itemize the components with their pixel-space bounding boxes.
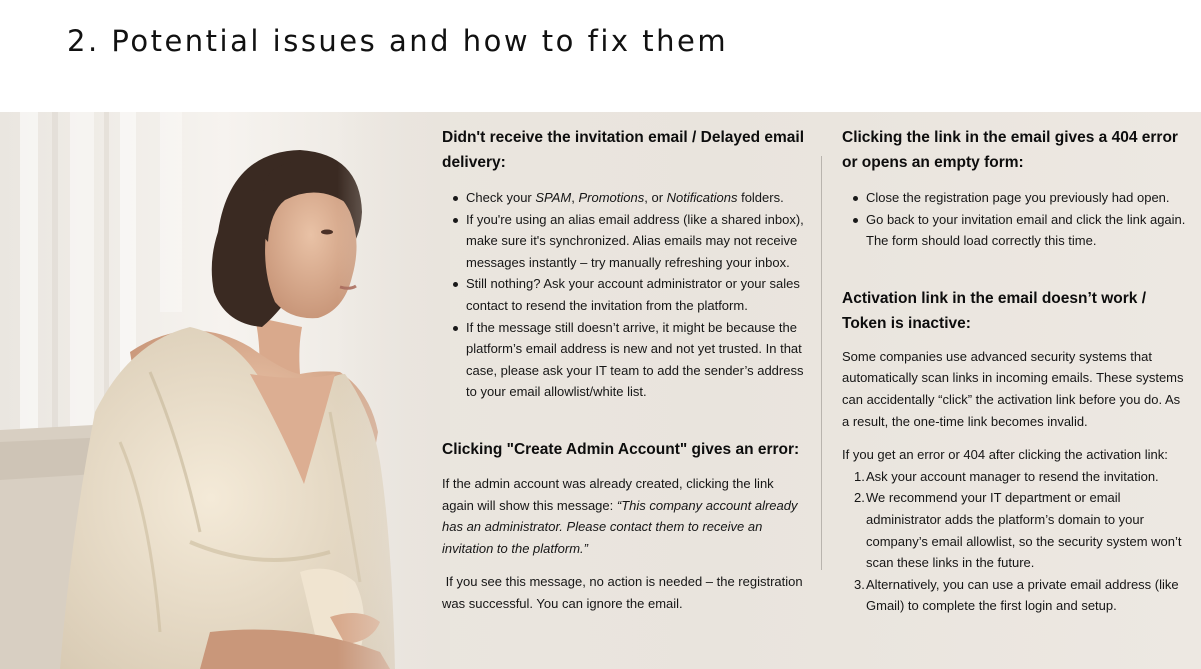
list-item [442,187,808,209]
list-item: If the message still doesn’t arrive, it might be because the platform’s email address is new and not yet trusted. In that case, please ask your IT team to add the sender’s address to your email allowlist/white list. [442,317,808,403]
link-404-list [842,187,1187,252]
activation-section [842,286,1187,617]
step-number: 3. [854,576,865,592]
list-item: Go back to your invitation email and click the link again. The form should load correctly this time. [842,209,1187,252]
right-column [842,112,1187,617]
link-404-section [842,112,1187,252]
step-text: Alternatively, you can use a private email address (like Gmail) to complete the first login and setup. [866,576,1179,614]
bullet-separator: , or [644,190,667,205]
notifications-folder-label: Notifications [666,190,738,205]
activation-heading: Activation link in the email doesn’t work / Token is inactive: [842,289,1147,332]
create-admin-heading: Clicking "Create Admin Account" gives an error: [442,440,800,458]
step-number: 2. [854,490,865,506]
invitation-heading: Didn't receive the invitation email / Delayed email delivery: [442,129,805,171]
woman-bathrobe-photo [0,112,450,669]
left-column [442,112,808,615]
list-item [842,574,1187,617]
bullet-separator: , [571,190,579,205]
create-admin-note: If you see this message, no action is needed – the registration was successful. You can ignore the email. [442,574,807,611]
column-divider [821,156,822,570]
list-item [842,487,1187,573]
bullet-text: folders. [737,190,784,205]
page-title: 2. Potential issues and how to fix them [67,24,729,58]
create-admin-section [442,437,808,615]
activation-steps-list [842,466,1187,617]
step-text: We recommend your IT department or email administrator adds the platform’s domain to your company’s email allowlist, so the security system won’t scan these links in the future. [866,490,1182,571]
list-item: If you're using an alias email address (like a shared inbox), make sure it's synchronized. Alias emails may not receive messages instantly – try manually refreshing your inbox. [442,209,808,274]
list-item [842,466,1187,488]
promotions-folder-label: Promotions [578,190,645,205]
content-panel [0,112,1201,669]
invitation-section [442,112,808,403]
bullet-text: Check your [466,190,536,205]
step-number: 1. [854,468,865,484]
list-item: Close the registration page you previously had open. [842,187,1187,209]
activation-paragraph: Some companies use advanced security systems that automatically scan links in incoming emails. These systems can accidentally “click” the activation link before you do. As a result, the one-time link becomes invalid. [842,348,1184,429]
list-item: Still nothing? Ask your account administrator or your sales contact to resend the invitation from the platform. [442,273,808,316]
paragraph-text: If the admin account was already created, clicking the link again will show this message: [442,475,774,513]
activation-intro: If you get an error or 404 after clicking the activation link: [842,447,1168,463]
step-text: Ask your account manager to resend the invitation. [866,468,1159,484]
error-message-quote: “This company account already has an administrator. Please contact them to receive an invitation to the platform.” [442,497,798,556]
create-admin-paragraph [442,473,808,559]
invitation-tips-list [442,187,808,403]
link-404-heading: Clicking the link in the email gives a 404 error or opens an empty form: [842,129,1178,171]
spam-folder-label: SPAM [535,190,572,205]
